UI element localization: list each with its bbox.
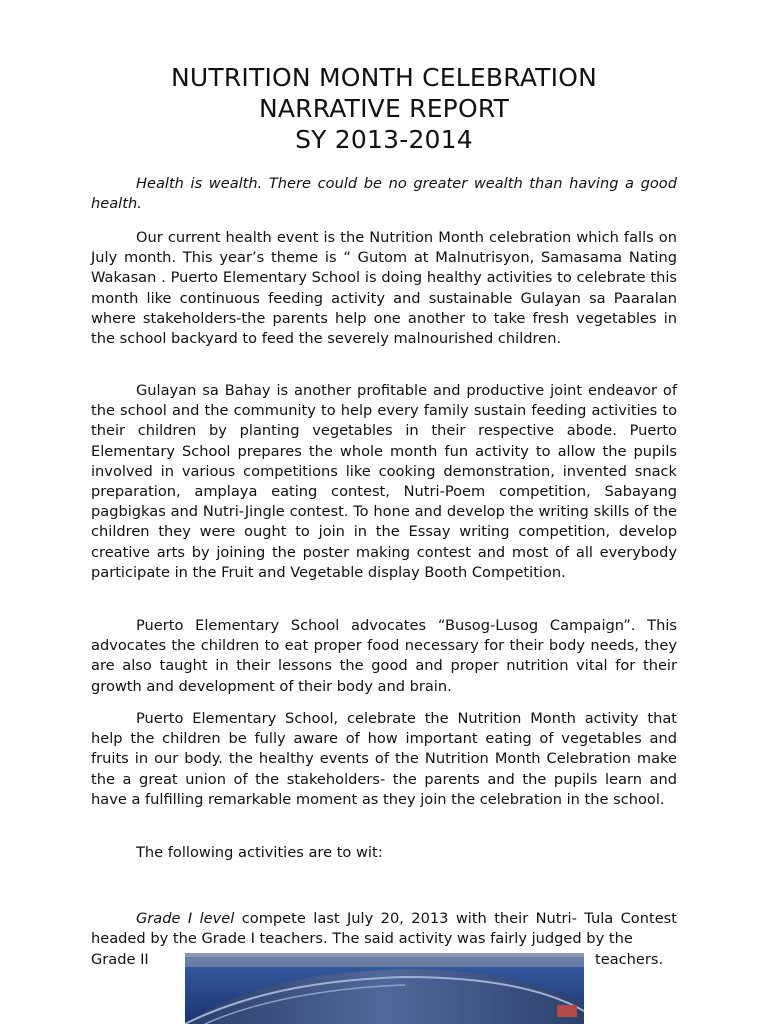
paragraph-grade1 <box>91 909 677 949</box>
event-photo <box>185 953 584 1024</box>
grade1-tail-left: Grade II <box>91 951 149 968</box>
grade1-text: compete last July 20, 2013 with their Nutri- Tula Contest headed by the Grade I teachers. The said activity was fairly judged by the <box>91 910 677 948</box>
paragraph-theme: Our current health event is the Nutrition Month celebration which falls on July month. This year’s theme is “ Gutom at Malnutrisyon, Samasama Nating Wakasan . Puerto Elementary School is doing healthy activities to celebrate this month like continuous feeding activity and sustainable Gulayan sa Paaralan where stakeholders-the parents help one another to take fresh vegetables in the school backyard to feed the severely malnourished children. <box>91 229 677 348</box>
paragraph-gulayan: Gulayan sa Bahay is another profitable and productive joint endeavor of the school and the community to help every family sustain feeding activities to their children by planting vegetables in their respective abode. Puerto Elementary School prepares the whole month fun activity to allow the pupils involved in various competitions like cooking demonstration, invented snack preparation, amplaya eating contest, Nutri-Poem competition, Sabayang pagbigkas and Nutri-Jingle contest. To hone and develop the writing skills of the children they were ought to join in the Essay writing competition, develop creative arts by joining the poster making contest and most of all everybody participate in the Fruit and Vegetable display Booth Competition. <box>91 382 677 581</box>
title-line-2: NARRATIVE REPORT <box>258 94 510 123</box>
title-line-1: NUTRITION MONTH CELEBRATION <box>170 63 598 92</box>
grade1-level-label: Grade I level <box>136 910 235 927</box>
paragraph-busog-lusog: Puerto Elementary School advocates “Busog-Lusog Campaign”. This advocates the children to eat proper food necessary for their body needs, they are also taught in their lessons the good and proper nutrition vital for their growth and development of their body and brain. <box>91 617 677 695</box>
report-title <box>0 62 768 155</box>
paragraph-celebration: Puerto Elementary School, celebrate the Nutrition Month activity that help the children be fully aware of how important eating of vegetables and fruits in our body. the healthy events of the Nutrition Month Celebration make the a great union of the stakeholders- the parents and the pupils learn and have a fulfilling remarkable moment as they join the celebration in the school. <box>91 710 677 808</box>
title-line-3: SY 2013-2014 <box>295 125 473 154</box>
paragraph-following-activities: The following activities are to wit: <box>136 844 383 861</box>
grade1-tail-right: teachers. <box>595 951 664 968</box>
paragraph-intro: Health is wealth. There could be no greater wealth than having a good health. <box>91 175 677 213</box>
